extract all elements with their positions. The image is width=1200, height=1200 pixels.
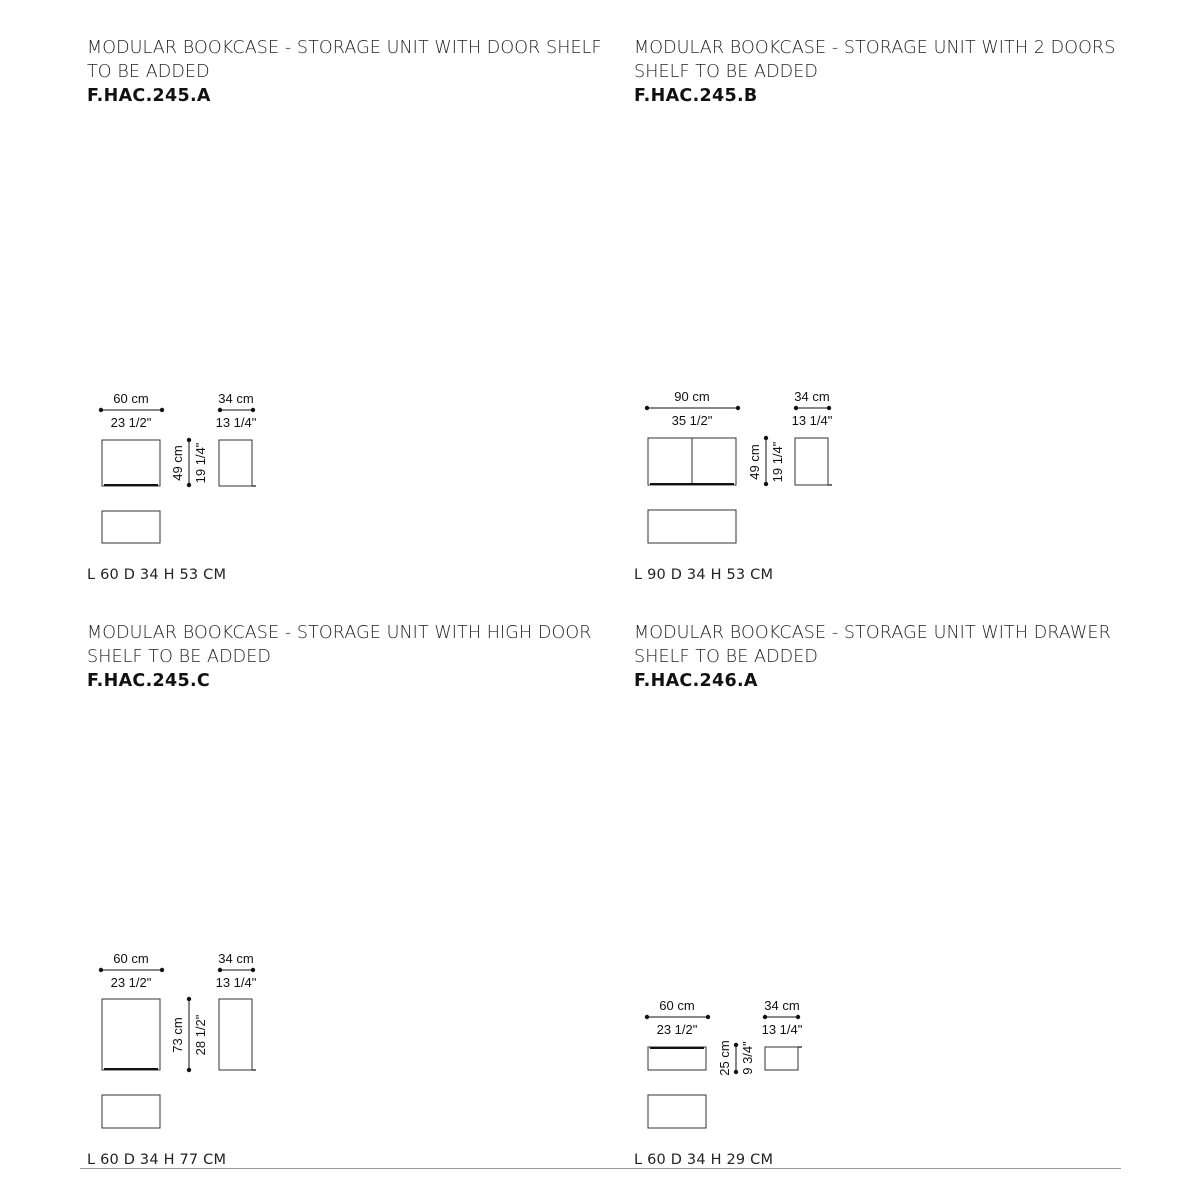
height-cm-label: 25 cm [717, 1040, 732, 1076]
product-dimensions: L 60 D 34 H 53 CM [87, 567, 227, 583]
height-cm-label: 73 cm [170, 1017, 185, 1053]
technical-drawing-245a [90, 385, 270, 550]
product-title-line2: SHELF TO BE ADDED [634, 647, 818, 667]
depth-cm-label: 34 cm [764, 998, 800, 1013]
product-title-line1: MODULAR BOOKCASE - STORAGE UNIT WITH DRAWER [634, 623, 1111, 643]
product-dimensions: L 90 D 34 H 53 CM [634, 567, 774, 583]
height-in-label: 28 1/2" [193, 1014, 208, 1056]
product-header-245a [87, 36, 627, 108]
product-dimensions: L 60 D 34 H 29 CM [634, 1152, 774, 1168]
depth-cm-label: 34 cm [794, 389, 830, 404]
front-view [102, 440, 160, 486]
width-in-label: 23 1/2" [110, 415, 152, 430]
width-cm-label: 60 cm [113, 951, 149, 966]
front-view [102, 999, 160, 1070]
technical-drawing-246a [636, 992, 816, 1137]
depth-cm-label: 34 cm [218, 391, 254, 406]
depth-in-label: 13 1/4" [761, 1022, 803, 1037]
width-cm-label: 60 cm [113, 391, 149, 406]
side-view [795, 438, 828, 485]
technical-drawing-245b [640, 383, 840, 548]
product-header-246a [634, 621, 1174, 693]
height-in-label: 9 3/4" [740, 1041, 755, 1075]
width-in-label: 23 1/2" [656, 1022, 698, 1037]
product-title-line1: MODULAR BOOKCASE - STORAGE UNIT WITH 2 DOORS [634, 38, 1116, 58]
width-in-label: 23 1/2" [110, 975, 152, 990]
side-view [219, 440, 252, 486]
product-code: F.HAC.246.A [634, 671, 758, 691]
product-title-line1: MODULAR BOOKCASE - STORAGE UNIT WITH DOOR SHELF [87, 38, 602, 58]
top-view [648, 510, 736, 543]
product-code: F.HAC.245.B [634, 86, 758, 106]
product-title-line2: SHELF TO BE ADDED [634, 62, 818, 82]
footer-divider [80, 1168, 1121, 1169]
top-view [648, 1095, 706, 1128]
product-title-line1: MODULAR BOOKCASE - STORAGE UNIT WITH HIGH DOOR [87, 623, 592, 643]
product-title-line2: TO BE ADDED [87, 62, 210, 82]
depth-in-label: 13 1/4" [215, 975, 257, 990]
side-view [765, 1047, 798, 1070]
product-code: F.HAC.245.C [87, 671, 211, 691]
height-cm-label: 49 cm [170, 445, 185, 481]
height-cm-label: 49 cm [747, 444, 762, 480]
depth-in-label: 13 1/4" [791, 413, 833, 428]
width-in-label: 35 1/2" [671, 413, 713, 428]
height-in-label: 19 1/4" [193, 442, 208, 484]
top-view [102, 511, 160, 543]
height-in-label: 19 1/4" [770, 441, 785, 483]
side-view [219, 999, 252, 1070]
depth-cm-label: 34 cm [218, 951, 254, 966]
product-dimensions: L 60 D 34 H 77 CM [87, 1152, 227, 1168]
front-view [648, 1047, 706, 1070]
width-cm-label: 60 cm [659, 998, 695, 1013]
top-view [102, 1095, 160, 1128]
product-code: F.HAC.245.A [87, 86, 211, 106]
technical-drawing-245c [90, 945, 270, 1135]
product-header-245b [634, 36, 1174, 108]
depth-in-label: 13 1/4" [215, 415, 257, 430]
product-title-line2: SHELF TO BE ADDED [87, 647, 271, 667]
width-cm-label: 90 cm [674, 389, 710, 404]
product-header-245c [87, 621, 627, 693]
